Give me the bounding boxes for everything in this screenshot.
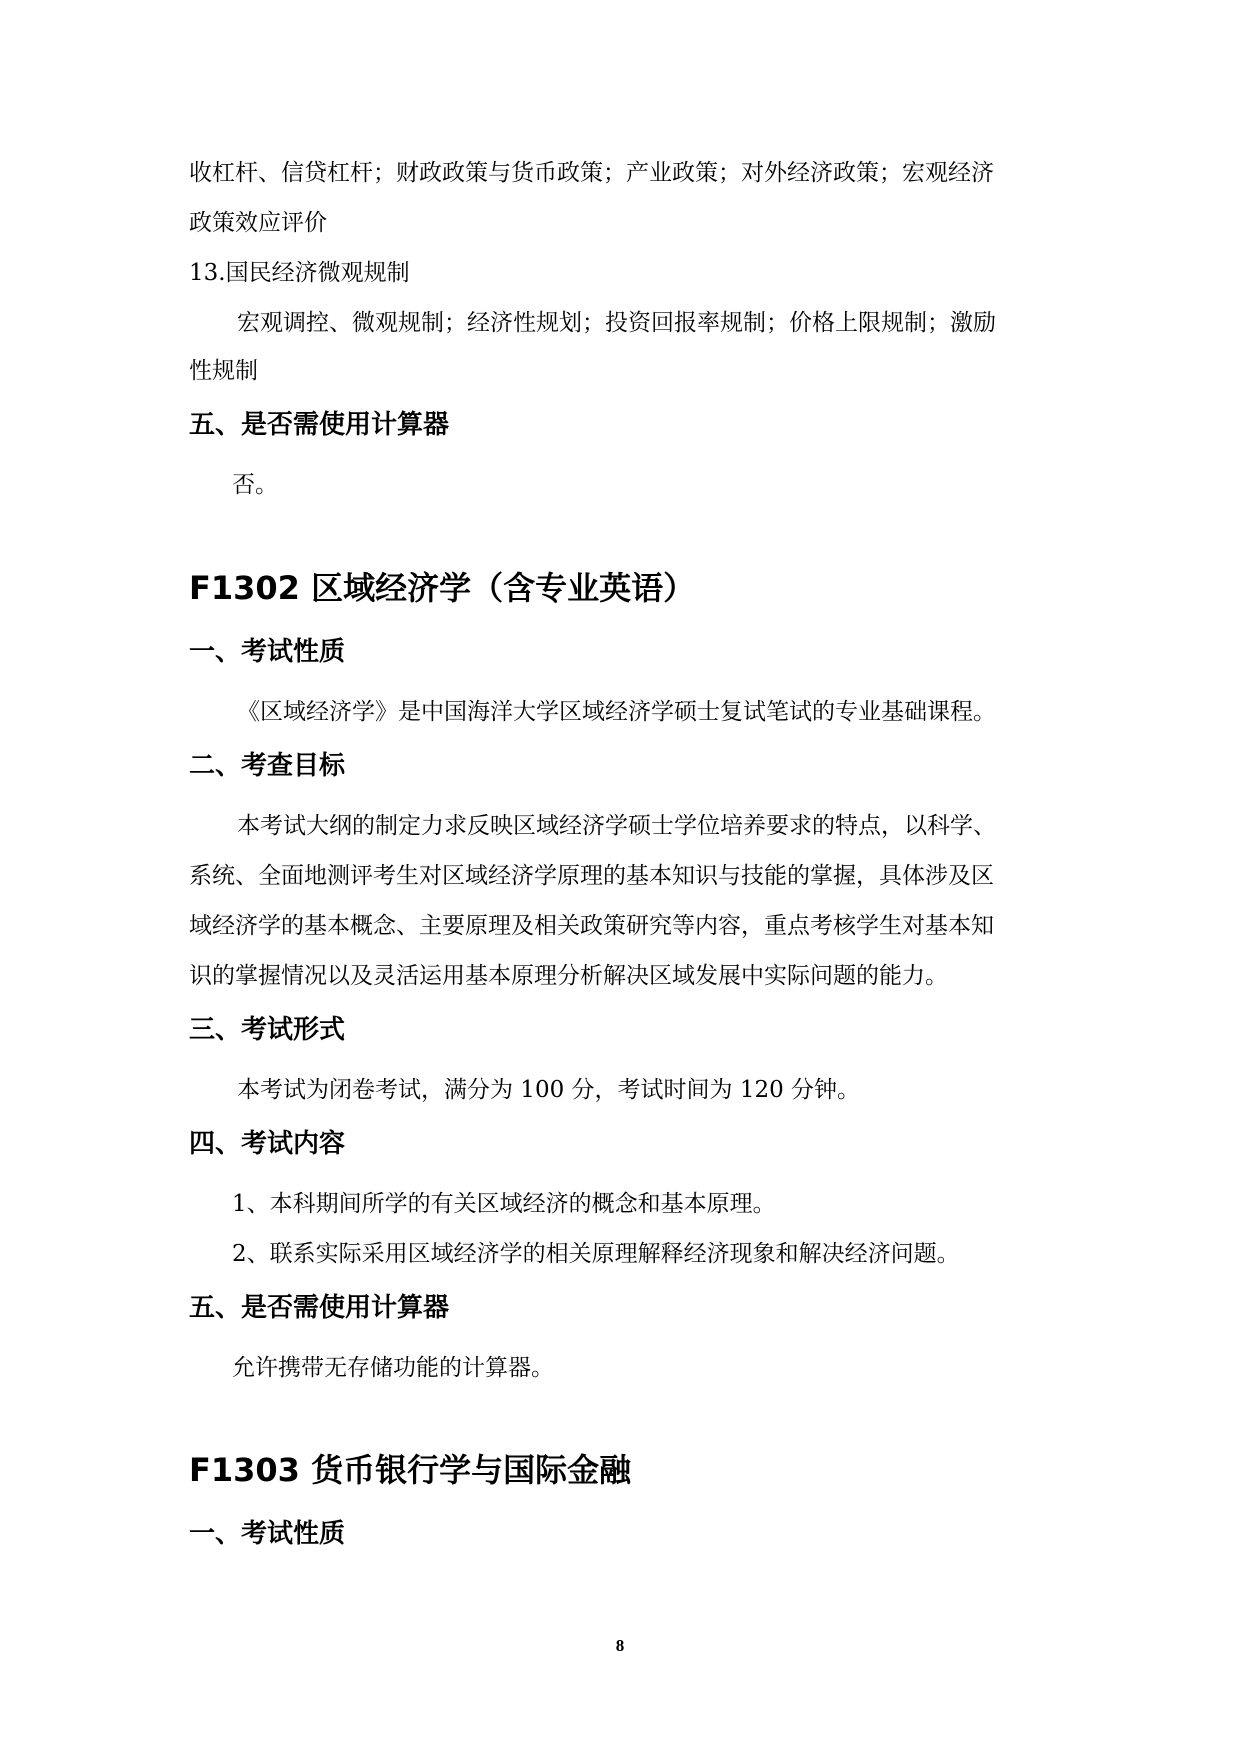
f1302-section-3-text: 本考试为闭卷考试，满分为 100 分，考试时间为 120 分钟。	[237, 1077, 861, 1103]
item-13-line-1: 宏观调控、微观规制；经济性规划；投资回报率规制；价格上限规制；激励	[237, 310, 996, 336]
course-title-f1302: F1302 区域经济学（含专业英语）	[189, 569, 696, 607]
f1302-section-1-heading: 一、考试性质	[189, 637, 346, 667]
item-13-title: 13.国民经济微观规制	[189, 260, 410, 286]
f1302-section-2-line-3: 域经济学的基本概念、主要原理及相关政策研究等内容，重点考核学生对基本知	[189, 913, 994, 939]
f1302-section-1-text: 《区域经济学》是中国海洋大学区域经济学硕士复试笔试的专业基础课程。	[237, 699, 996, 725]
f1302-section-2-heading: 二、考查目标	[189, 751, 346, 781]
f1303-section-1-heading: 一、考试性质	[189, 1519, 346, 1549]
f1302-section-4-heading: 四、考试内容	[189, 1129, 346, 1159]
para-12-line-2: 政策效应评价	[189, 210, 327, 236]
f1302-section-2-line-1: 本考试大纲的制定力求反映区域经济学硕士学位培养要求的特点，以科学、	[237, 813, 996, 839]
para-12-line-1: 收杠杆、信贷杠杆；财政政策与货币政策；产业政策；对外经济政策；宏观经济	[189, 160, 994, 186]
section-5-heading: 五、是否需使用计算器	[189, 410, 450, 440]
f1302-section-5-heading: 五、是否需使用计算器	[189, 1293, 450, 1323]
f1302-section-2-line-4: 识的掌握情况以及灵活运用基本原理分析解决区域发展中实际问题的能力。	[189, 963, 948, 989]
f1302-section-5-text: 允许携带无存储功能的计算器。	[232, 1355, 554, 1381]
section-5-answer: 否。	[232, 472, 278, 498]
f1302-section-4-item-1: 1、本科期间所学的有关区域经济的概念和基本原理。	[232, 1191, 776, 1217]
item-13-line-2: 性规制	[189, 358, 258, 384]
f1302-section-4-item-2: 2、联系实际采用区域经济学的相关原理解释经济现象和解决经济问题。	[232, 1241, 960, 1267]
page-number: 8	[615, 1636, 625, 1655]
course-title-f1303: F1303 货币银行学与国际金融	[189, 1451, 632, 1489]
f1302-section-2-line-2: 系统、全面地测评考生对区域经济学原理的基本知识与技能的掌握，具体涉及区	[189, 863, 994, 889]
f1302-section-3-heading: 三、考试形式	[189, 1015, 346, 1045]
